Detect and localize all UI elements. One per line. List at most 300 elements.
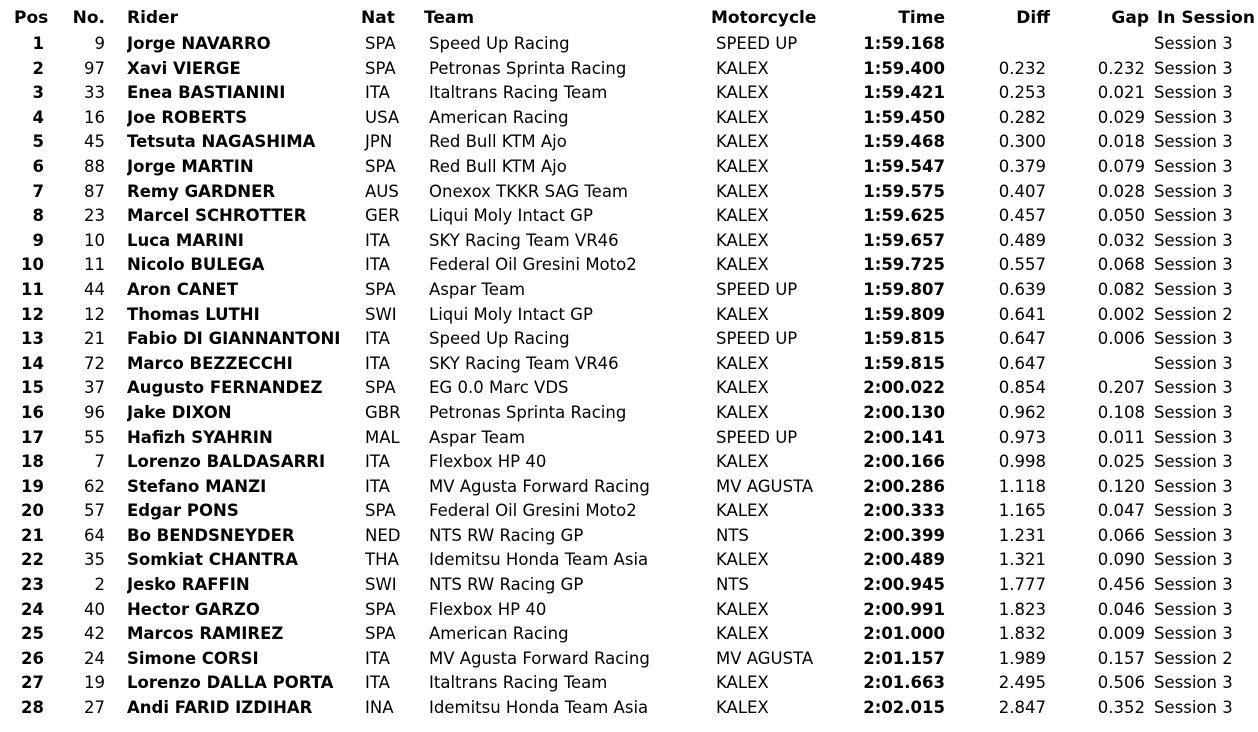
cell-no: 27	[84, 698, 105, 718]
cell-session: Session 3	[1154, 156, 1233, 176]
cell-session: Session 3	[1154, 427, 1233, 447]
cell-gap	[1050, 32, 1149, 57]
cell-no: 97	[84, 58, 105, 78]
cell-spacer	[105, 376, 127, 401]
cell-motorcycle: SPEED UP	[716, 427, 798, 447]
cell-spacer	[105, 401, 127, 426]
cell-session: Session 3	[1154, 34, 1233, 53]
cell-time: 1:59.168	[863, 34, 945, 53]
cell-gap: 0.011	[1097, 427, 1145, 447]
table-row	[0, 229, 1258, 254]
cell-team: EG 0.0 Marc VDS	[429, 378, 569, 398]
cell-session: Session 3	[1154, 279, 1233, 299]
cell-session: Session 3	[1154, 353, 1233, 373]
cell-spacer	[105, 180, 127, 205]
cell-session: Session 3	[1154, 501, 1233, 521]
header-diff: Diff	[1016, 8, 1050, 28]
cell-diff: 0.489	[998, 230, 1046, 250]
cell-rider: Enea BASTIANINI	[127, 83, 286, 103]
cell-time: 2:02.015	[863, 698, 945, 718]
cell-spacer	[105, 671, 127, 696]
table-row	[0, 450, 1258, 475]
cell-nat: ITA	[365, 353, 390, 373]
table-row	[0, 81, 1258, 106]
cell-team: Red Bull KTM Ajo	[429, 156, 567, 176]
cell-time: 2:01.663	[863, 673, 945, 693]
cell-pos: 24	[21, 599, 44, 619]
cell-session: Session 3	[1154, 575, 1233, 595]
cell-nat: SPA	[365, 58, 396, 78]
cell-time: 2:00.945	[863, 575, 945, 595]
cell-spacer	[105, 696, 127, 721]
cell-rider: Marcel SCHROTTER	[127, 206, 307, 226]
cell-session: Session 3	[1154, 378, 1233, 398]
cell-spacer	[105, 426, 127, 451]
table-row	[0, 327, 1258, 352]
cell-motorcycle: KALEX	[716, 673, 769, 693]
cell-diff: 1.231	[998, 525, 1046, 545]
cell-pos: 20	[21, 501, 44, 521]
cell-rider: Tetsuta NAGASHIMA	[127, 132, 316, 152]
table-row	[0, 180, 1258, 205]
cell-session: Session 3	[1154, 329, 1233, 349]
cell-no: 23	[84, 206, 105, 226]
cell-nat: SPA	[365, 599, 396, 619]
cell-pos: 26	[21, 648, 44, 668]
cell-time: 2:01.000	[863, 624, 945, 644]
cell-gap: 0.002	[1097, 304, 1145, 324]
cell-diff: 0.973	[998, 427, 1046, 447]
cell-gap: 0.108	[1097, 402, 1145, 422]
cell-team: Idemitsu Honda Team Asia	[429, 550, 649, 570]
cell-session: Session 3	[1154, 132, 1233, 152]
cell-spacer	[105, 229, 127, 254]
table-row	[0, 401, 1258, 426]
cell-pos: 4	[32, 107, 44, 127]
cell-rider: Hector GARZO	[127, 599, 260, 619]
cell-team: Liqui Moly Intact GP	[429, 206, 593, 226]
table-row	[0, 499, 1258, 524]
cell-pos: 5	[32, 132, 44, 152]
cell-pos: 11	[21, 279, 44, 299]
cell-session: Session 3	[1154, 206, 1233, 226]
cell-pos: 2	[32, 58, 44, 78]
cell-motorcycle: KALEX	[716, 402, 769, 422]
cell-team: Italtrans Racing Team	[429, 673, 608, 693]
cell-time: 1:59.421	[863, 83, 945, 103]
cell-no: 7	[94, 452, 105, 472]
cell-no: 64	[84, 525, 105, 545]
cell-team: Flexbox HP 40	[429, 599, 547, 619]
cell-session: Session 3	[1154, 230, 1233, 250]
cell-time: 1:59.807	[863, 279, 945, 299]
cell-gap: 0.079	[1097, 156, 1145, 176]
cell-pos: 22	[21, 550, 44, 570]
cell-rider: Jesko RAFFIN	[127, 575, 250, 595]
cell-nat: GER	[365, 206, 400, 226]
cell-rider: Jorge NAVARRO	[127, 34, 271, 53]
cell-motorcycle: KALEX	[716, 698, 769, 718]
cell-diff: 1.832	[998, 624, 1046, 644]
cell-time: 1:59.657	[863, 230, 945, 250]
cell-no: 16	[84, 107, 105, 127]
cell-diff: 0.962	[998, 402, 1046, 422]
cell-session: Session 3	[1154, 599, 1233, 619]
table-row	[0, 204, 1258, 229]
cell-rider: Hafizh SYAHRIN	[127, 427, 273, 447]
cell-gap: 0.028	[1097, 181, 1145, 201]
cell-motorcycle: KALEX	[716, 132, 769, 152]
cell-gap: 0.018	[1097, 132, 1145, 152]
cell-motorcycle: KALEX	[716, 378, 769, 398]
cell-diff: 0.232	[998, 58, 1046, 78]
cell-gap: 0.066	[1097, 525, 1145, 545]
header-motorcycle: Motorcycle	[711, 8, 817, 28]
cell-time: 1:59.575	[863, 181, 945, 201]
cell-no: 10	[84, 230, 105, 250]
cell-session: Session 3	[1154, 181, 1233, 201]
cell-spacer	[105, 499, 127, 524]
cell-motorcycle: NTS	[716, 575, 749, 595]
table-row	[0, 155, 1258, 180]
cell-nat: MAL	[365, 427, 400, 447]
cell-nat: JPN	[365, 132, 393, 152]
table-row	[0, 671, 1258, 696]
cell-pos: 19	[21, 476, 44, 496]
cell-spacer	[105, 598, 127, 623]
cell-nat: SPA	[365, 156, 396, 176]
cell-gap: 0.029	[1097, 107, 1145, 127]
header-session: In Session	[1157, 8, 1255, 28]
header-no: No.	[72, 8, 105, 28]
cell-gap: 0.046	[1097, 599, 1145, 619]
cell-rider: Bo BENDSNEYDER	[127, 525, 295, 545]
cell-spacer	[105, 130, 127, 155]
cell-rider: Somkiat CHANTRA	[127, 550, 299, 570]
cell-motorcycle: KALEX	[716, 255, 769, 275]
table-row	[0, 524, 1258, 549]
table-row	[0, 106, 1258, 131]
cell-nat: SPA	[365, 501, 396, 521]
cell-time: 2:00.991	[863, 599, 945, 619]
cell-session: Session 3	[1154, 107, 1233, 127]
header-rider: Rider	[127, 8, 178, 28]
cell-session: Session 3	[1154, 452, 1233, 472]
cell-session: Session 3	[1154, 402, 1233, 422]
cell-motorcycle: KALEX	[716, 501, 769, 521]
cell-spacer	[105, 106, 127, 131]
table-row	[0, 303, 1258, 328]
cell-session: Session 2	[1154, 648, 1233, 668]
cell-motorcycle: KALEX	[716, 206, 769, 226]
cell-nat: SWI	[365, 304, 397, 324]
cell-motorcycle: KALEX	[716, 107, 769, 127]
cell-spacer	[105, 204, 127, 229]
cell-diff: 0.457	[998, 206, 1046, 226]
cell-team: Liqui Moly Intact GP	[429, 304, 593, 324]
cell-gap: 0.506	[1097, 673, 1145, 693]
cell-pos: 9	[32, 230, 44, 250]
cell-team: Onexox TKKR SAG Team	[429, 181, 629, 201]
cell-gap: 0.050	[1097, 206, 1145, 226]
cell-motorcycle: MV AGUSTA	[716, 476, 814, 496]
cell-pos: 12	[21, 304, 44, 324]
cell-rider: Fabio DI GIANNANTONI	[127, 329, 341, 349]
cell-diff: 0.641	[998, 304, 1046, 324]
cell-team: NTS RW Racing GP	[429, 525, 584, 545]
table-row	[0, 57, 1258, 82]
cell-rider: Andi FARID IZDIHAR	[127, 698, 313, 718]
cell-diff: 0.639	[998, 279, 1046, 299]
cell-pos: 27	[21, 673, 44, 693]
cell-spacer	[105, 573, 127, 598]
cell-motorcycle: KALEX	[716, 58, 769, 78]
cell-spacer	[105, 32, 127, 57]
header-row	[0, 4, 1258, 32]
cell-rider: Joe ROBERTS	[127, 107, 248, 127]
cell-team: Federal Oil Gresini Moto2	[429, 501, 637, 521]
cell-time: 2:00.399	[863, 525, 945, 545]
cell-rider: Lorenzo DALLA PORTA	[127, 673, 334, 693]
cell-motorcycle: KALEX	[716, 599, 769, 619]
cell-team: MV Agusta Forward Racing	[429, 648, 650, 668]
cell-diff: 0.647	[998, 353, 1046, 373]
cell-diff: 0.854	[998, 378, 1046, 398]
cell-nat: SPA	[365, 279, 396, 299]
header-team: Team	[424, 8, 475, 28]
cell-rider: Stefano MANZI	[127, 476, 267, 496]
cell-time: 1:59.547	[863, 156, 945, 176]
cell-motorcycle: KALEX	[716, 156, 769, 176]
header-gap: Gap	[1111, 8, 1149, 28]
cell-team: Flexbox HP 40	[429, 452, 547, 472]
cell-rider: Thomas LUTHI	[127, 304, 260, 324]
header-time: Time	[898, 8, 945, 28]
cell-nat: NED	[365, 525, 401, 545]
cell-motorcycle: NTS	[716, 525, 749, 545]
cell-team: Aspar Team	[429, 279, 526, 299]
cell-time: 2:00.166	[863, 452, 945, 472]
table-row	[0, 475, 1258, 500]
cell-pos: 18	[21, 452, 44, 472]
cell-spacer	[105, 548, 127, 573]
cell-pos: 28	[21, 698, 44, 718]
table-row	[0, 548, 1258, 573]
cell-no: 44	[84, 279, 105, 299]
cell-team: Idemitsu Honda Team Asia	[429, 698, 649, 718]
cell-rider: Augusto FERNANDEZ	[127, 378, 323, 398]
cell-gap: 0.456	[1097, 575, 1145, 595]
cell-team: Federal Oil Gresini Moto2	[429, 255, 637, 275]
cell-no: 40	[84, 599, 105, 619]
cell-diff: 0.282	[998, 107, 1046, 127]
cell-nat: ITA	[365, 476, 390, 496]
cell-motorcycle: MV AGUSTA	[716, 648, 814, 668]
cell-rider: Marcos RAMIREZ	[127, 624, 284, 644]
cell-motorcycle: KALEX	[716, 624, 769, 644]
cell-motorcycle: SPEED UP	[716, 329, 798, 349]
cell-spacer	[105, 303, 127, 328]
table-row	[0, 622, 1258, 647]
cell-pos: 17	[21, 427, 44, 447]
cell-spacer	[105, 253, 127, 278]
cell-time: 1:59.815	[863, 329, 945, 349]
cell-diff: 1.989	[998, 648, 1046, 668]
cell-session: Session 3	[1154, 525, 1233, 545]
cell-spacer	[105, 155, 127, 180]
cell-diff: 2.495	[998, 673, 1046, 693]
cell-no: 88	[84, 156, 105, 176]
cell-rider: Xavi VIERGE	[127, 58, 241, 78]
cell-rider: Lorenzo BALDASARRI	[127, 452, 326, 472]
cell-gap: 0.006	[1097, 329, 1145, 349]
cell-nat: ITA	[365, 83, 390, 103]
cell-diff: 0.300	[998, 132, 1046, 152]
cell-team: American Racing	[429, 624, 569, 644]
cell-motorcycle: KALEX	[716, 83, 769, 103]
cell-motorcycle: SPEED UP	[716, 34, 798, 53]
cell-diff: 1.118	[998, 476, 1046, 496]
cell-time: 2:00.022	[863, 378, 945, 398]
cell-rider: Marco BEZZECCHI	[127, 353, 293, 373]
results-table	[0, 4, 1258, 721]
cell-pos: 16	[21, 402, 44, 422]
cell-gap: 0.082	[1097, 279, 1145, 299]
cell-team: Petronas Sprinta Racing	[429, 402, 627, 422]
cell-no: 24	[84, 648, 105, 668]
cell-session: Session 3	[1154, 58, 1233, 78]
table-row	[0, 376, 1258, 401]
table-row	[0, 598, 1258, 623]
cell-rider: Luca MARINI	[127, 230, 244, 250]
cell-gap: 0.207	[1097, 378, 1145, 398]
cell-team: Red Bull KTM Ajo	[429, 132, 567, 152]
cell-no: 96	[84, 402, 105, 422]
cell-diff: 1.823	[998, 599, 1046, 619]
cell-no: 12	[84, 304, 105, 324]
table-row	[0, 647, 1258, 672]
cell-pos: 25	[21, 624, 44, 644]
cell-motorcycle: KALEX	[716, 353, 769, 373]
cell-diff: 0.379	[998, 156, 1046, 176]
cell-pos: 7	[32, 181, 44, 201]
cell-no: 35	[84, 550, 105, 570]
cell-no: 42	[84, 624, 105, 644]
cell-nat: ITA	[365, 673, 390, 693]
cell-team: SKY Racing Team VR46	[429, 353, 619, 373]
cell-nat: SWI	[365, 575, 397, 595]
cell-motorcycle: KALEX	[716, 230, 769, 250]
cell-spacer	[105, 622, 127, 647]
cell-gap: 0.120	[1097, 476, 1145, 496]
cell-pos: 1	[32, 34, 44, 53]
cell-no: 9	[94, 34, 105, 53]
cell-time: 2:00.333	[863, 501, 945, 521]
cell-time: 1:59.809	[863, 304, 945, 324]
cell-rider: Edgar PONS	[127, 501, 239, 521]
cell-gap: 0.352	[1097, 698, 1145, 718]
cell-diff: 0.253	[998, 83, 1046, 103]
cell-no: 2	[94, 575, 105, 595]
cell-pos: 8	[32, 206, 44, 226]
cell-pos: 15	[21, 378, 44, 398]
cell-team: Speed Up Racing	[429, 329, 570, 349]
cell-motorcycle: KALEX	[716, 181, 769, 201]
cell-no: 57	[84, 501, 105, 521]
cell-spacer	[105, 352, 127, 377]
cell-nat: GBR	[365, 402, 401, 422]
cell-no: 62	[84, 476, 105, 496]
cell-no: 19	[84, 673, 105, 693]
table-row	[0, 278, 1258, 303]
cell-rider: Jake DIXON	[127, 402, 232, 422]
cell-gap: 0.032	[1097, 230, 1145, 250]
cell-time: 1:59.625	[863, 206, 945, 226]
cell-session: Session 3	[1154, 550, 1233, 570]
cell-time: 2:00.489	[863, 550, 945, 570]
cell-spacer	[105, 450, 127, 475]
cell-nat: ITA	[365, 648, 390, 668]
cell-nat: SPA	[365, 624, 396, 644]
cell-nat: ITA	[365, 329, 390, 349]
cell-team: American Racing	[429, 107, 569, 127]
cell-spacer	[105, 524, 127, 549]
cell-team: Petronas Sprinta Racing	[429, 58, 627, 78]
cell-gap: 0.068	[1097, 255, 1145, 275]
cell-gap: 0.157	[1097, 648, 1145, 668]
cell-session: Session 3	[1154, 673, 1233, 693]
header-spacer	[105, 4, 127, 32]
cell-session: Session 3	[1154, 83, 1233, 103]
cell-diff: 1.321	[998, 550, 1046, 570]
cell-pos: 6	[32, 156, 44, 176]
cell-gap: 0.047	[1097, 501, 1145, 521]
cell-spacer	[105, 647, 127, 672]
cell-no: 11	[84, 255, 105, 275]
cell-spacer	[105, 81, 127, 106]
cell-no: 87	[84, 181, 105, 201]
cell-gap: 0.025	[1097, 452, 1145, 472]
table-row	[0, 696, 1258, 721]
cell-time: 2:00.130	[863, 402, 945, 422]
cell-pos: 23	[21, 575, 44, 595]
header-nat: Nat	[361, 8, 395, 28]
header-pos: Pos	[14, 8, 48, 28]
cell-pos: 21	[21, 525, 44, 545]
cell-nat: ITA	[365, 255, 390, 275]
cell-team: NTS RW Racing GP	[429, 575, 584, 595]
cell-nat: THA	[365, 550, 399, 570]
cell-gap: 0.009	[1097, 624, 1145, 644]
cell-pos: 3	[32, 83, 44, 103]
results-body	[0, 32, 1258, 721]
cell-rider: Jorge MARTIN	[127, 156, 254, 176]
cell-time: 1:59.400	[863, 58, 945, 78]
cell-motorcycle: SPEED UP	[716, 279, 798, 299]
cell-no: 21	[84, 329, 105, 349]
cell-rider: Nicolo BULEGA	[127, 255, 265, 275]
cell-rider: Aron CANET	[127, 279, 238, 299]
cell-diff: 0.407	[998, 181, 1046, 201]
cell-spacer	[105, 57, 127, 82]
cell-pos: 14	[21, 353, 44, 373]
cell-session: Session 3	[1154, 624, 1233, 644]
cell-diff: 0.557	[998, 255, 1046, 275]
cell-motorcycle: KALEX	[716, 550, 769, 570]
table-row	[0, 573, 1258, 598]
cell-motorcycle: KALEX	[716, 304, 769, 324]
cell-nat: AUS	[365, 181, 399, 201]
